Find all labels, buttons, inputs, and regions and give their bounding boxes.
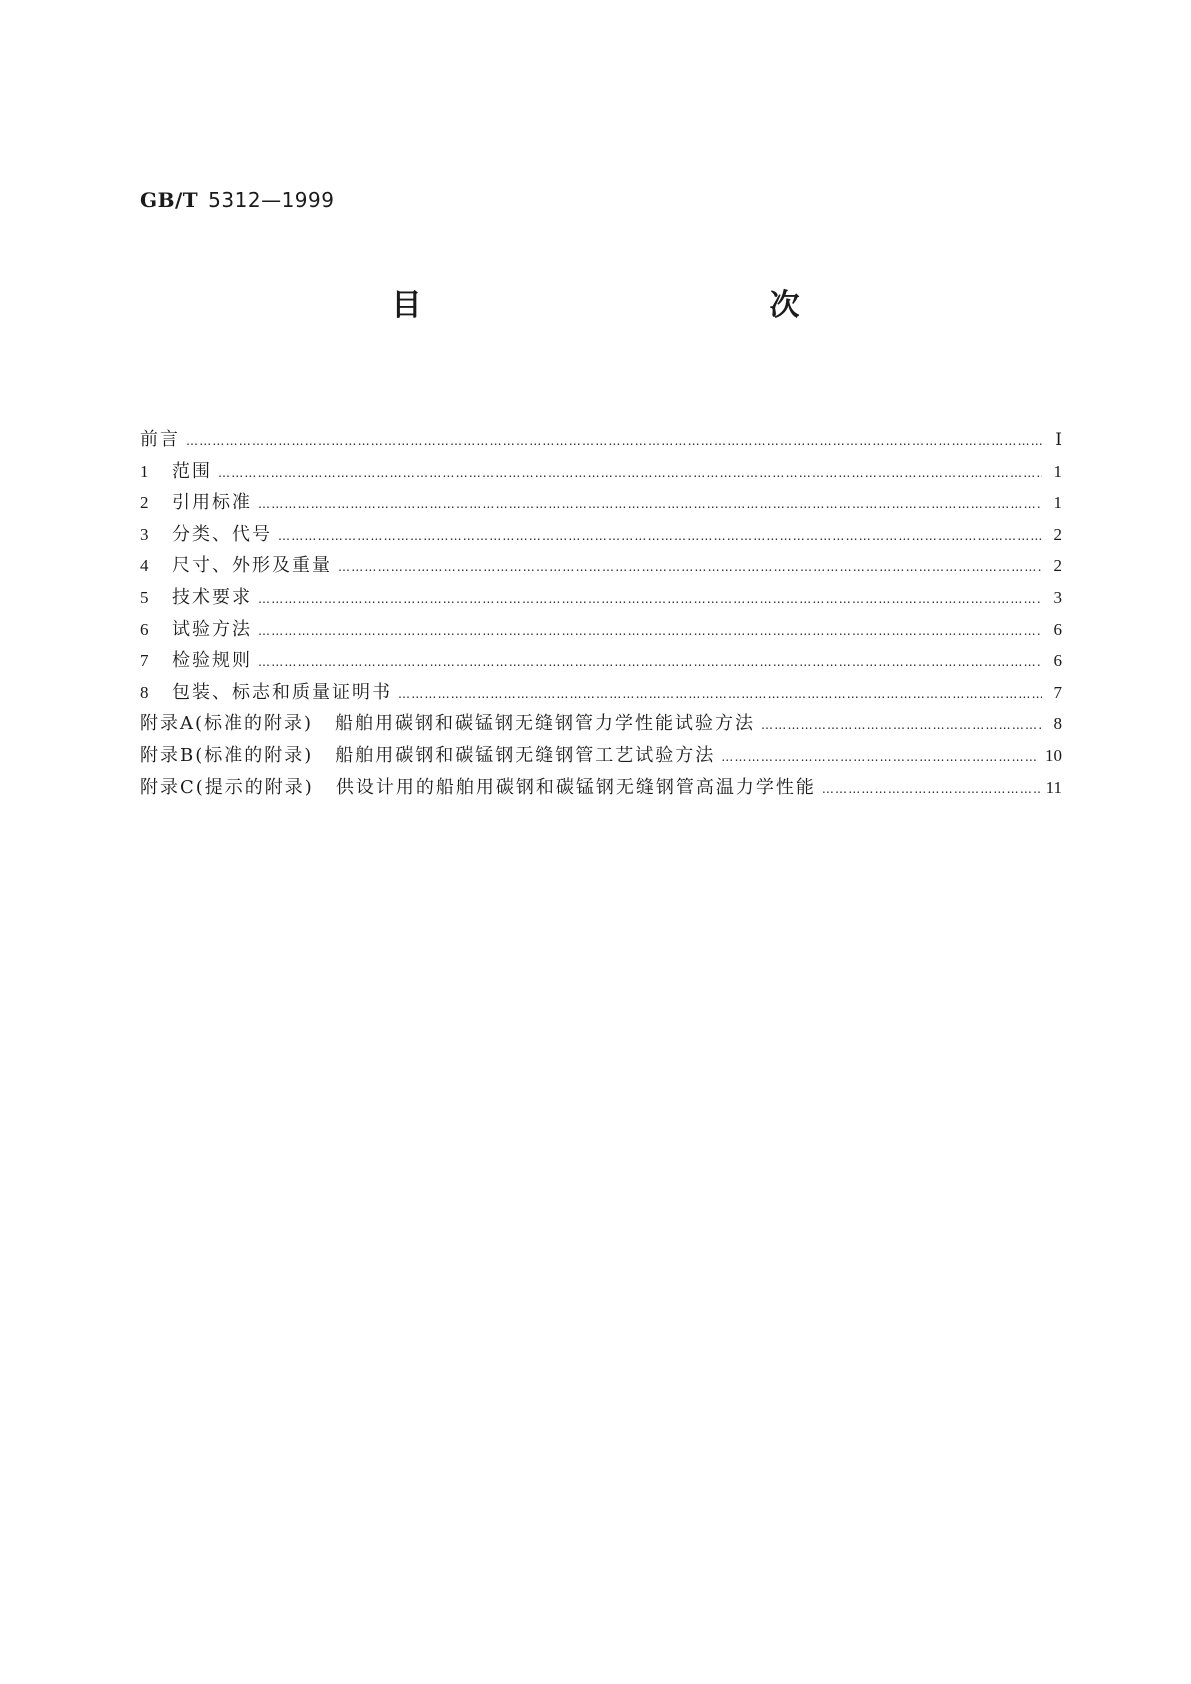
standard-code <box>140 188 334 212</box>
toc-entry-label: 尺寸、外形及重量 <box>172 555 332 577</box>
toc-entry-number: 1 <box>140 461 149 481</box>
toc-entry-4[interactable] <box>140 550 1062 582</box>
toc-leader-dots <box>278 521 1042 553</box>
toc-entry-number: 2 <box>140 493 149 513</box>
toc-page-number: 11 <box>1045 777 1062 797</box>
toc-leader-dots <box>258 489 1042 521</box>
toc-leader-dots <box>398 679 1042 711</box>
toc-entry-1[interactable] <box>140 456 1062 488</box>
toc-leader-dots <box>186 426 1042 458</box>
toc-page-number: 6 <box>1053 651 1062 671</box>
toc-entry-foreword[interactable] <box>140 424 1062 456</box>
toc-entry-appendix-b[interactable] <box>140 740 1062 772</box>
toc-leader-dots <box>258 616 1042 648</box>
page-title: 目 次 <box>391 288 896 323</box>
toc-entry-6[interactable] <box>140 614 1062 646</box>
toc-leader-dots <box>218 458 1042 490</box>
toc-entry-label: 附录A(标准的附录) <box>140 713 314 735</box>
toc-leader-dots <box>721 742 1039 774</box>
toc-entry-7[interactable] <box>140 645 1062 677</box>
toc-entry-label: 包装、标志和质量证明书 <box>172 681 392 703</box>
toc-leader-dots <box>258 647 1042 679</box>
toc-entry-label: 试验方法 <box>172 618 252 640</box>
toc-entry-subtitle: 船舶用碳钢和碳锰钢无缝钢管工艺试验方法 <box>335 744 716 766</box>
toc-entry-label: 附录B(标准的附录) <box>140 744 314 766</box>
toc-entry-8[interactable] <box>140 677 1062 709</box>
toc-entry-3[interactable] <box>140 519 1062 551</box>
toc-leader-dots <box>761 710 1042 742</box>
toc-entry-number: 8 <box>140 682 149 702</box>
toc-entry-label: 引用标准 <box>172 492 252 514</box>
standard-number: 5312—1999 <box>208 188 335 212</box>
toc-entry-number: 5 <box>140 587 149 607</box>
toc-page-number: 10 <box>1045 745 1062 765</box>
toc-page-number: 1 <box>1053 461 1062 481</box>
toc-entry-number: 4 <box>140 556 149 576</box>
toc-entry-number: 7 <box>140 651 149 671</box>
toc-entry-label: 范围 <box>172 460 212 482</box>
toc-entry-number: 6 <box>140 619 149 639</box>
toc-page-number: 3 <box>1053 587 1062 607</box>
toc-entry-appendix-a[interactable] <box>140 708 1062 740</box>
toc-leader-dots <box>258 584 1042 616</box>
toc-entry-label: 附录C(提示的附录) <box>140 776 314 798</box>
toc-page-number: 6 <box>1053 619 1062 639</box>
toc-entry-5[interactable] <box>140 582 1062 614</box>
toc-entry-number: 3 <box>140 524 149 544</box>
toc-entry-label: 前言 <box>140 429 180 450</box>
toc-entry-subtitle: 船舶用碳钢和碳锰钢无缝钢管力学性能试验方法 <box>335 713 756 735</box>
standard-prefix: GB/T <box>140 188 199 212</box>
toc-entry-label: 技术要求 <box>172 586 252 608</box>
table-of-contents <box>140 424 1062 803</box>
toc-entry-2[interactable] <box>140 487 1062 519</box>
toc-entry-label: 分类、代号 <box>172 523 272 545</box>
toc-entry-appendix-c[interactable] <box>140 772 1062 804</box>
toc-leader-dots <box>822 774 1040 806</box>
toc-leader-dots <box>338 552 1042 584</box>
toc-page-number: Ⅰ <box>1055 430 1062 449</box>
toc-page-number: 2 <box>1053 524 1062 544</box>
toc-page-number: 7 <box>1053 682 1062 702</box>
toc-entry-subtitle: 供设计用的船舶用碳钢和碳锰钢无缝钢管高温力学性能 <box>335 776 816 798</box>
toc-page-number: 2 <box>1053 556 1062 576</box>
toc-page-number: 1 <box>1053 493 1062 513</box>
toc-entry-label: 检验规则 <box>172 650 252 672</box>
toc-page-number: 8 <box>1053 714 1062 734</box>
